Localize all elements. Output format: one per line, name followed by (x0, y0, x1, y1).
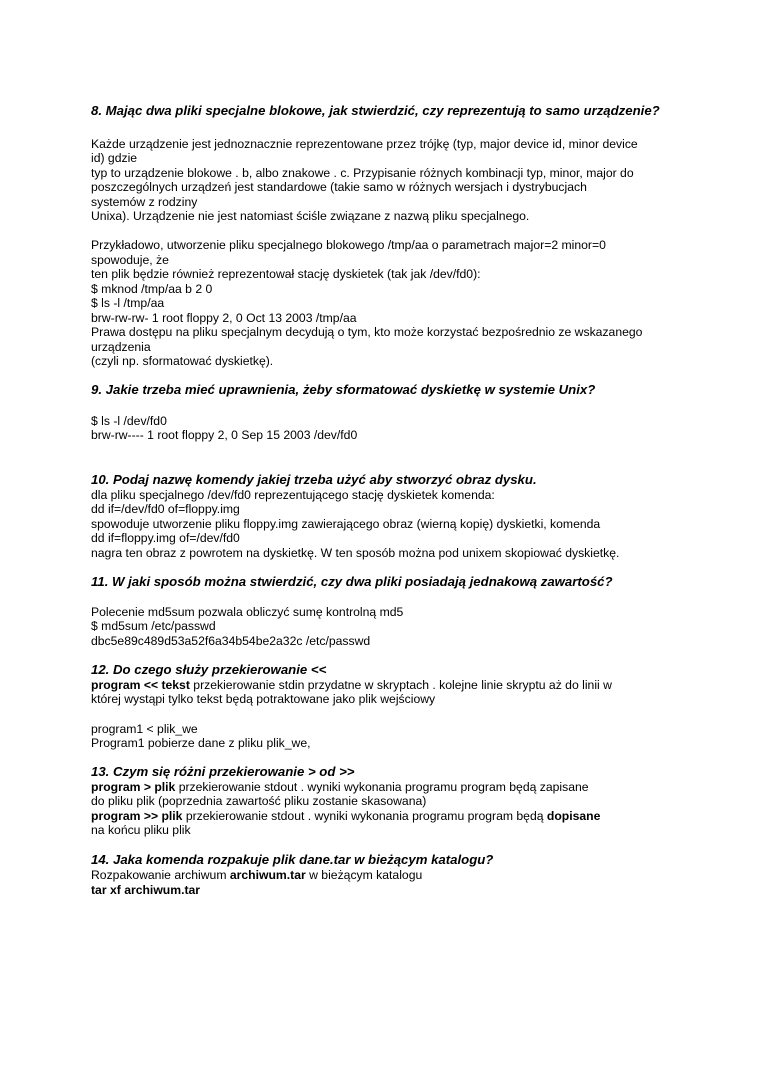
text-line: id) gdzie (91, 151, 138, 165)
command-output: brw-rw-rw- 1 root floppy 2, 0 Oct 13 2003 /tmp/aa (91, 311, 357, 325)
heading-q8: 8. Mając dwa pliki specjalne blokowe, jak stwierdzić, czy reprezentują to samo urządzenie? (91, 103, 660, 118)
text-line: typ to urządzenie blokowe . b, albo znakowe . c. Przypisanie różnych kombinacji typ, minor, major do (91, 166, 634, 180)
text-fragment: przekierowanie stdin przydatne w skryptach . kolejne linie skryptu aż do linii w (189, 678, 612, 692)
heading-q11: 11. W jaki sposób można stwierdzić, czy dwa pliki posiadają jednakową zawartość? (91, 574, 613, 589)
text-line: Przykładowo, utworzenie pliku specjalnego blokowego /tmp/aa o parametrach major=2 minor=0 (91, 238, 606, 252)
command-line: tar xf archiwum.tar (91, 883, 201, 897)
emphasis-term: dopisane (546, 809, 601, 823)
text-line (91, 780, 589, 795)
command-line: dd if=/dev/fd0 of=floppy.img (91, 502, 240, 516)
text-line (91, 809, 600, 824)
text-line: Prawa dostępu na pliku specjalnym decydują o tym, kto może korzystać bezpośrednio ze wskazanego (91, 325, 643, 339)
heading-q10: 10. Podaj nazwę komendy jakiej trzeba użyć aby stworzyć obraz dysku. (91, 472, 537, 487)
command-output: brw-rw---- 1 root floppy 2, 0 Sep 15 2003 /dev/fd0 (91, 428, 358, 442)
command-output: dbc5e89c489d53a52f6a34b54be2a32c /etc/passwd (91, 634, 371, 648)
heading-q13: 13. Czym się różni przekierowanie > od >> (91, 764, 355, 779)
text-line: Każde urządzenie jest jednoznacznie reprezentowane przez trójkę (typ, major device id, minor device (91, 137, 638, 151)
text-line: Polecenie md5sum pozwala obliczyć sumę kontrolną md5 (91, 605, 404, 619)
heading-q9: 9. Jakie trzeba mieć uprawnienia, żeby sformatować dyskietkę w systemie Unix? (91, 382, 596, 397)
text-line: spowoduje, że (91, 253, 169, 267)
command-line: $ mknod /tmp/aa b 2 0 (91, 282, 213, 296)
command-line: $ md5sum /etc/passwd (91, 619, 216, 633)
heading-q12: 12. Do czego służy przekierowanie << (91, 662, 327, 677)
text-line: spowoduje utworzenie pliku floppy.img zawierającego obraz (wierną kopię) dyskietki, komenda (91, 517, 601, 531)
text-line (91, 868, 422, 883)
heading-q14: 14. Jaka komenda rozpakuje plik dane.tar w bieżącym katalogu? (91, 852, 494, 867)
text-fragment: w bieżącym katalogu (305, 868, 423, 882)
code-term: program >> plik (91, 809, 183, 823)
text-line: do pliku plik (poprzednia zawartość pliku zostanie skasowana) (91, 794, 427, 808)
text-line: dla pliku specjalnego /dev/fd0 reprezentującego stację dyskietek komenda: (91, 488, 495, 502)
text-fragment: przekierowanie stdout . wyniki wykonania programu program będą zapisane (175, 780, 589, 794)
command-line: $ ls -l /tmp/aa (91, 296, 165, 310)
code-term: program << tekst (91, 678, 190, 692)
text-fragment: przekierowanie stdout . wyniki wykonania programu program będą (182, 809, 547, 823)
text-line: której wystąpi tylko tekst będą potraktowane jako plik wejściowy (91, 692, 436, 706)
command-line: dd if=floppy.img of=/dev/fd0 (91, 531, 240, 545)
text-line: Program1 pobierze dane z pliku plik_we, (91, 736, 311, 750)
text-line: Unixa). Urządzenie nie jest natomiast ściśle związane z nazwą pliku specjalnego. (91, 209, 530, 223)
text-line: nagra ten obraz z powrotem na dyskietkę. W ten sposób można pod unixem skopiować dyskietkę. (91, 546, 620, 560)
text-line: urządzenia (91, 340, 151, 354)
code-term: program > plik (91, 780, 176, 794)
text-line: na końcu pliku plik (91, 823, 191, 837)
code-term: archiwum.tar (229, 868, 306, 882)
text-fragment: Rozpakowanie archiwum (91, 868, 230, 882)
command-line: program1 < plik_we (91, 722, 198, 736)
text-line: (czyli np. sformatować dyskietkę). (91, 354, 274, 368)
text-line: poszczególnych urządzeń jest standardowe (takie samo w różnych wersjach i dystrybucjach (91, 180, 587, 194)
text-line: systemów z rodziny (91, 195, 198, 209)
text-line: ten plik będzie również reprezentował stację dyskietek (tak jak /dev/fd0): (91, 267, 481, 281)
text-line (91, 678, 612, 693)
command-line: $ ls -l /dev/fd0 (91, 414, 167, 428)
